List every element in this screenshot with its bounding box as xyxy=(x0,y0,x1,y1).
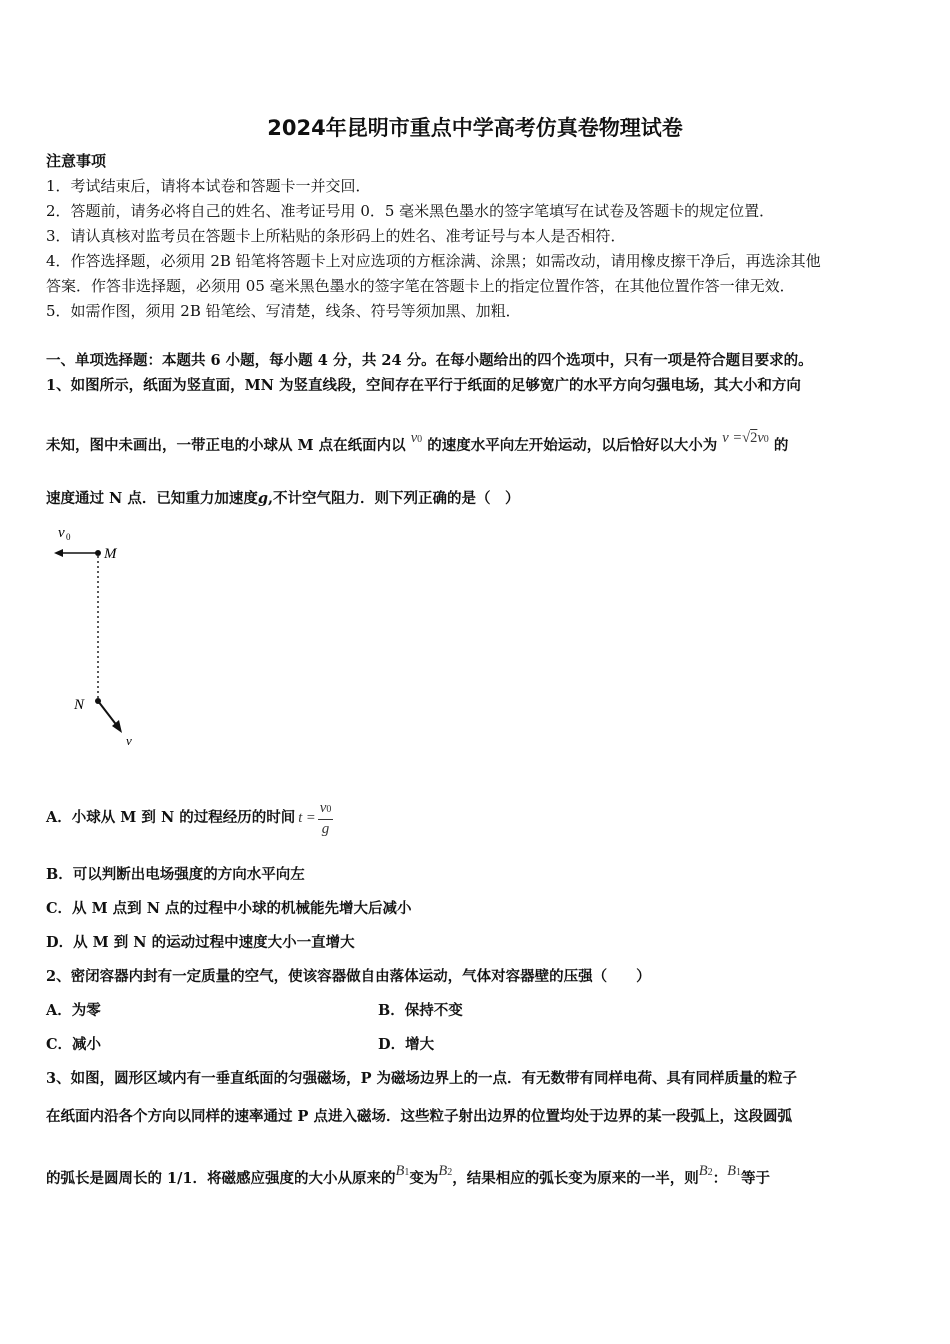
q1-stem-line1: 1、如图所示，纸面为竖直面，MN 为竖直线段，空间存在平行于纸面的足够宽广的水平方向匀强电场，其大小和方向 xyxy=(46,377,801,394)
b1-symbol: B1 xyxy=(395,1163,410,1179)
page-title: 2024年昆明市重点中学高考仿真卷物理试卷 xyxy=(267,116,683,140)
q2-option-d[interactable]: D．增大 xyxy=(378,1036,435,1053)
q2-option-b[interactable]: B．保持不变 xyxy=(378,1002,463,1019)
time-formula-t: t = xyxy=(298,810,316,826)
notice-heading: 注意事项 xyxy=(46,152,107,170)
q3-stem-line1: 3、如图，圆形区域内有一垂直纸面的匀强磁场，P 为磁场边界上的一点．有无数带有同样电荷、具有同样质量的粒子 xyxy=(46,1070,798,1087)
q1-option-a[interactable]: A．小球从 M 到 N 的过程经历的时间 t = $\frac{v0}{g}$ xyxy=(46,799,332,837)
label-v0: v xyxy=(58,525,65,541)
b2-symbol: B2 xyxy=(698,1163,713,1179)
b1-symbol: B1 xyxy=(727,1163,741,1179)
q2-option-c[interactable]: C．减小 xyxy=(46,1036,102,1053)
time-fraction: $\frac{v0}{g}$ xyxy=(319,799,332,837)
notice-item: 2．答题前，请务必将自己的姓名、准考证号用 0．5 毫米黑色墨水的签字笔填写在试卷及答题卡的规定位置． xyxy=(46,202,775,220)
q2-option-a[interactable]: A．为零 xyxy=(46,1002,101,1019)
notice-item: 1．考试结束后，请将本试卷和答题卡一并交回． xyxy=(46,177,371,195)
q1-figure xyxy=(46,515,156,755)
notice-item: 5．如需作图，须用 2B 铅笔绘、写清楚，线条、符号等须加黑、加粗． xyxy=(46,302,521,320)
point-m xyxy=(95,550,101,556)
q3-stem-line3: 的弧长是圆周长的 1/1．将磁感应强度的大小从原来的B1变为B2，结果相应的弧长变为原来的一半，则B2：B1等于 xyxy=(46,1163,770,1187)
v0-arrowhead xyxy=(54,549,63,557)
label-v: v xyxy=(126,733,132,748)
notice-item: 答案．作答非选择题，必须用 05 毫米黑色墨水的签字笔在答题卡上的指定位置作答，在其他位置作答一律无效． xyxy=(46,277,795,295)
q1-option-c[interactable]: C．从 M 点到 N 点的过程中小球的机械能先增大后减小 xyxy=(46,900,412,917)
notice-item: 4．作答选择题，必须用 2B 铅笔将答题卡上对应选项的方框涂满、涂黑；如需改动，请用橡皮擦干净后，再选涂其他 xyxy=(46,252,821,270)
q1-option-b[interactable]: B．可以判断出电场强度的方向水平向左 xyxy=(46,866,305,883)
q1-option-d[interactable]: D．从 M 到 N 的运动过程中速度大小一直增大 xyxy=(46,934,355,951)
q1-stem-line2 xyxy=(46,430,789,458)
label-n: N xyxy=(74,697,85,713)
notice-item: 3．请认真核对监考员在答题卡上所粘贴的条形码上的姓名、准考证号与本人是否相符． xyxy=(46,227,626,245)
section-heading: 一、单项选择题：本题共 6 小题，每小题 4 分，共 24 分。在每小题给出的四个选项中，只有一项是符合题目要求的。 xyxy=(46,352,813,369)
b2-symbol: B2 xyxy=(438,1163,453,1179)
q1-stem-line3: 速度通过 N 点．已知重力加速度g,不计空气阻力．则下列正确的是（ ） xyxy=(46,490,520,507)
speed-formula: v =√2v0 xyxy=(722,430,769,446)
q3-stem-line2: 在纸面内沿各个方向以同样的速率通过 P 点进入磁场．这些粒子射出边界的位置均处于边界的某一段弧上，这段圆弧 xyxy=(46,1108,792,1125)
q2-stem: 2、密闭容器内封有一定质量的空气，使该容器做自由落体运动，气体对容器壁的压强（ ） xyxy=(46,968,651,985)
label-m: M xyxy=(104,546,117,562)
v-arrow xyxy=(98,701,118,727)
q1-text: 的速度水平向左开始运动，以后恰好以大小为 xyxy=(427,437,718,454)
q1-text: 未知，图中未画出，一带正电的小球从 M 点在纸面内以 xyxy=(46,437,406,454)
label-v0-sub: 0 xyxy=(66,532,71,542)
q1-text: 的 xyxy=(773,437,789,454)
v0-symbol: v0 xyxy=(410,430,423,446)
